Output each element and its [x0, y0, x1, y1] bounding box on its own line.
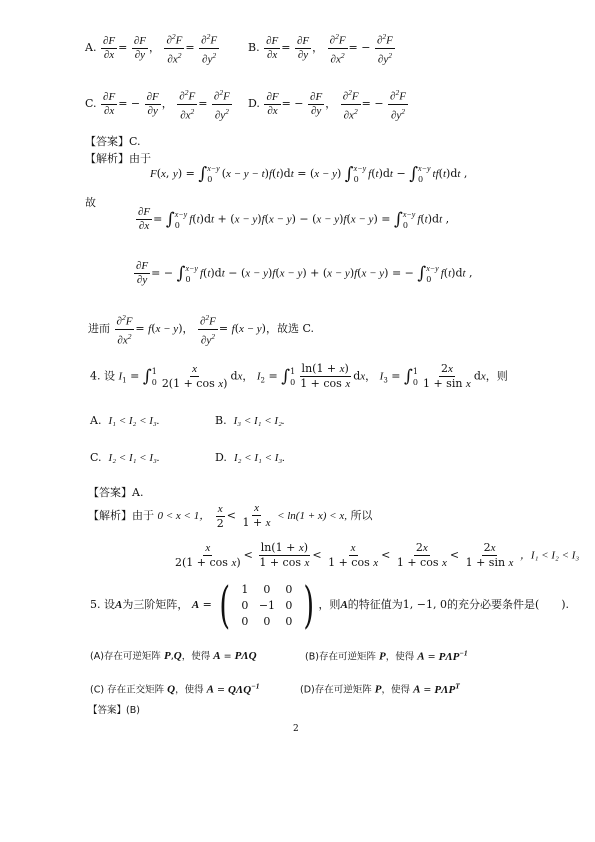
q3-option-d: D. $\frac{\partial F}{\partial x}$ = − $\frac{\partial F}{\partial y}$ ， $\frac{\partial^2F}{\partial x^2}$ = − $\frac{\partial^2F}{\partial y^2}$ [248, 88, 406, 122]
q4-option-c: C. I₂ < I₁ < I₃. [90, 451, 160, 464]
q5-option-d: (D)存在可逆矩阵 P，使得 $A = P\Lambda P^T$ [300, 681, 460, 696]
matrix-a: ( 1 0 0 0 −1 0 0 0 0 ) [219, 576, 315, 634]
q3-gu: 故 [85, 196, 96, 209]
q4-stem: 4. 设 $I_1$ = ∫ 1 0 $\frac{x}{\text{2(1 + cos x)}}$ dx， $I_2$ = ∫ 1 0 $\frac{\ln(1 + x)}{\text{1 + cos x}}$ dx， $I_3$ = ∫ 1 0 $\frac{2x}{\text{1 + sin x}}$ dx，则 [90, 362, 508, 390]
q4-analysis: 【解析】由于 0 < x < 1， $\frac{x}{2}$ < $\frac{x}{1 + x}$ < ln(1 + x) < x, 所以 [88, 502, 373, 530]
q4-option-b: B. I₃ < I₁ < I₂. [215, 414, 285, 427]
option-label: C. [85, 97, 97, 111]
question-number: 5. [90, 598, 101, 611]
q3-answer: 【答案】C. [85, 135, 141, 148]
q4-answer: 【答案】A. [88, 486, 144, 499]
option-label: A. [85, 41, 97, 55]
q3-formula-dfdy: $\frac{\partial F}{\partial y}$ = − ∫ x−y 0 f(t)dt − (x − y)f(x − y) + (x − y)f(x − y) = − ∫ x−y 0 f(t)dt , [136, 260, 473, 286]
q3-analysis-label: 【解析】由于 [85, 152, 151, 165]
q3-option-b: B. $\frac{\partial F}{\partial x}$ = $\frac{\partial F}{\partial y}$ ， $\frac{\partial^2F}{\partial x^2}$ = − $\frac{\partial^2F}{\partial y^2}$ [248, 32, 393, 66]
q3-conclusion: 进而 $\frac{\partial^2F}{\partial x^2}$ = f(x − y)， $\frac{\partial^2F}{\partial y^2}$ = f(x − y)，故选 C. [88, 313, 314, 347]
q3-option-a: A. $\frac{\partial F}{\partial x}$ = $\frac{\partial F}{\partial y}$ ， $\frac{\partial^2F}{\partial x^2}$ = $\frac{\partial^2F}{\partial y^2}$ [85, 32, 218, 66]
q3-formula-f: F(x, y) = ∫ x−y 0 (x − y − t)f(t)dt = (x − y) ∫ x−y 0 f(t)dt − ∫ x−y 0 tf(t)dt , [150, 164, 468, 184]
question-number: 4. [90, 369, 101, 383]
q5-stem: 5. 设A为三阶矩阵， A = ( 1 0 0 0 −1 0 0 0 0 ) ，则A的特征值为1, −1, 0的充分必要条件是( ). [90, 576, 570, 634]
q4-inequality-chain: $\frac{x}{\text{2(1 + cos x)}}$ < $\frac{\ln(1 + x)}{\text{1 + cos x}}$ < $\frac{x}{\text{1 + cos x}}$ < $\frac{2x}{\text{1 + cos x}}$ < $\frac{2x}{\text{1 + sin x}}$ ，I₁ < I₂ < I₃ [175, 541, 580, 569]
q5-option-c: (C) 存在正交矩阵 Q，使得 $A = Q\Lambda Q^{-1}$ [90, 681, 260, 696]
q5-answer: 【答案】(B) [88, 705, 140, 716]
option-label: D. [248, 97, 260, 111]
q5-option-b: (B)存在可逆矩阵 P，使得 $A = P\Lambda P^{-1}$ [305, 648, 468, 663]
option-label: B. [248, 41, 260, 55]
q4-option-d: D. I₂ < I₁ < I₃. [215, 451, 285, 464]
page-number: 2 [293, 724, 299, 734]
q4-option-a: A. I₁ < I₂ < I₃. [90, 414, 160, 427]
q3-formula-dfdx: $\frac{\partial F}{\partial x}$ = ∫ x−y 0 f(t)dt + (x − y)f(x − y) − (x − y)f(x − y) = ∫ x−y 0 f(t)dt , [138, 206, 450, 232]
q3-option-c: C. $\frac{\partial F}{\partial x}$ = − $\frac{\partial F}{\partial y}$ ， $\frac{\partial^2F}{\partial x^2}$ = $\frac{\partial^2F}{\partial y^2}$ [85, 88, 230, 122]
q5-option-a: (A)存在可逆矩阵 P,Q，使得 A = PΛQ [90, 650, 257, 662]
